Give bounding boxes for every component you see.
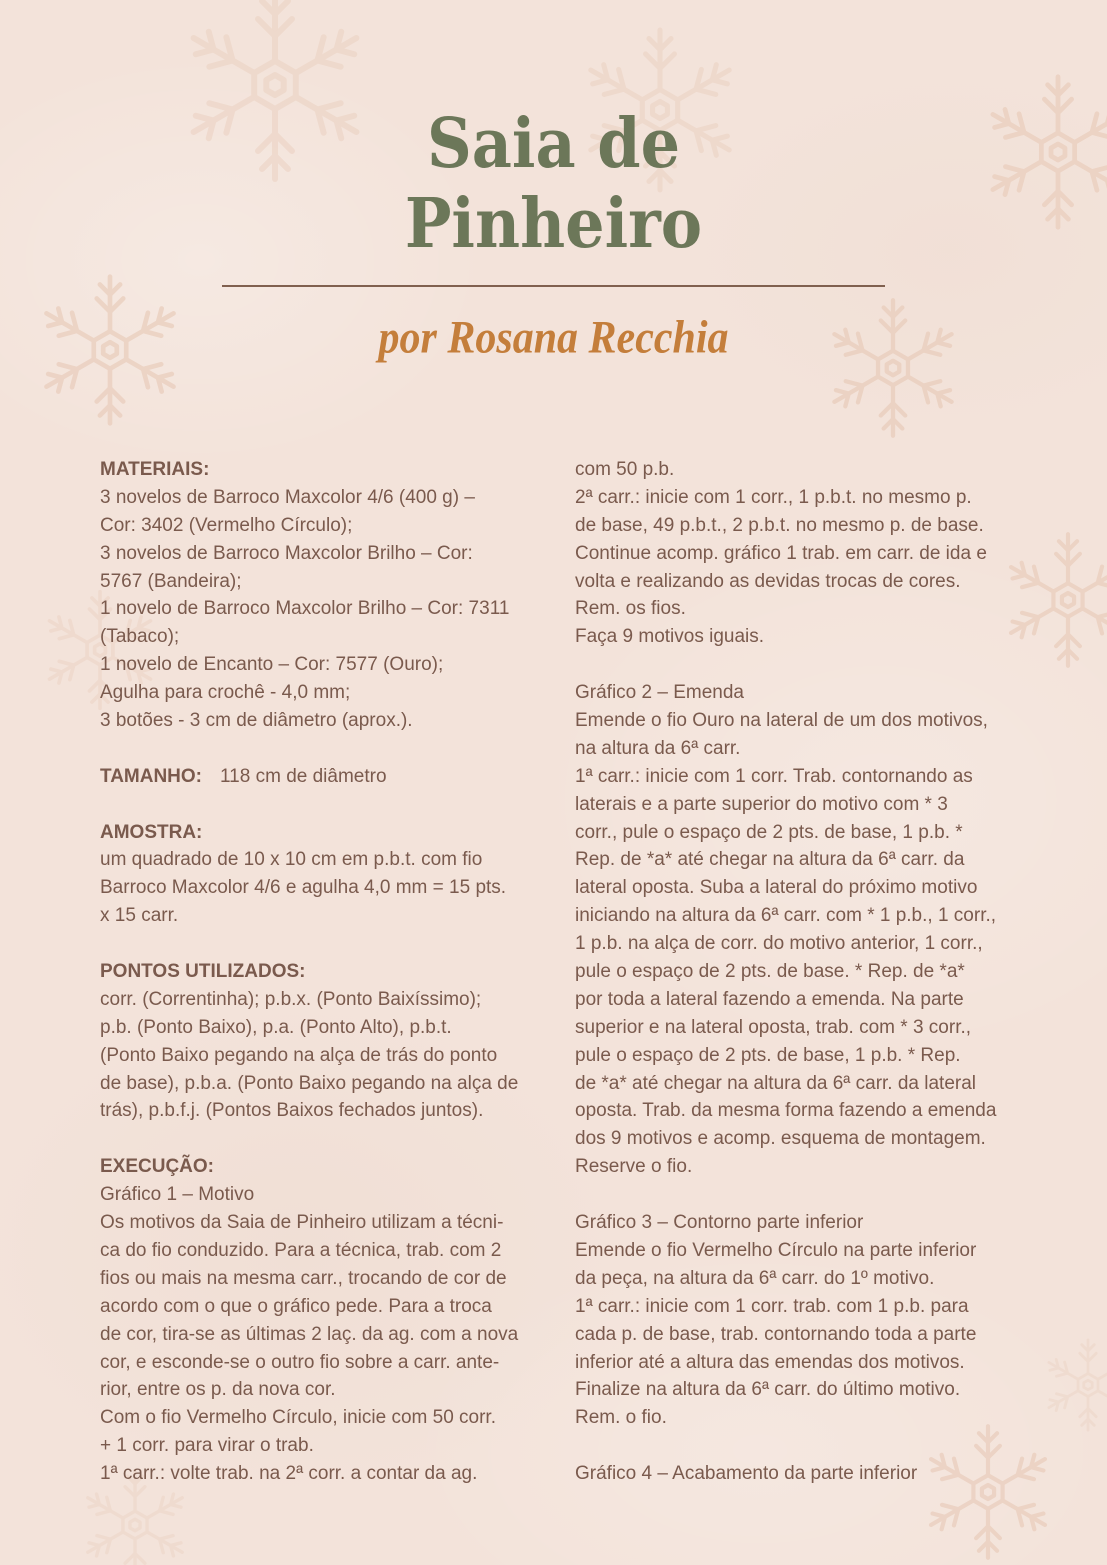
chart1-title: Gráfico 1 – Motivo xyxy=(100,1184,255,1206)
size-label: TAMANHO: xyxy=(100,765,203,787)
chart2-line: 1ª carr.: inicie com 1 corr. Trab. contornando as xyxy=(575,765,973,787)
chart1-line: rior, entre os p. da nova cor. xyxy=(100,1379,336,1401)
sample-line: Barroco Maxcolor 4/6 e agulha 4,0 mm = 15 pts. xyxy=(100,877,507,899)
materials-line: 3 novelos de Barroco Maxcolor Brilho – Cor: xyxy=(100,542,473,564)
chart3-line: Rem. o fio. xyxy=(575,1407,667,1429)
materials-line: (Tabaco); xyxy=(100,626,180,648)
materials-section xyxy=(100,456,550,735)
chart1-line: 1ª carr.: volte trab. na 2ª corr. a contar da ag. xyxy=(100,1463,478,1485)
materials-line: 5767 (Bandeira); xyxy=(100,570,242,592)
title-line-2: Pinheiro xyxy=(404,183,703,264)
chart3-line: Emende o fio Vermelho Círculo na parte inferior xyxy=(575,1239,977,1261)
chart2-line: Rep. de *a* até chegar na altura da 6ª carr. da xyxy=(575,849,965,871)
sample-section xyxy=(100,819,550,931)
stitches-line: corr. (Correntinha); p.b.x. (Ponto Baixíssimo); xyxy=(100,988,482,1010)
chart3-line: 1ª carr.: inicie com 1 corr. trab. com 1 p.b. para xyxy=(575,1295,969,1317)
chart3-line: inferior até a altura das emendas dos motivos. xyxy=(575,1351,965,1373)
sample-line: um quadrado de 10 x 10 cm em p.b.t. com fio xyxy=(100,849,483,871)
chart2-line: de *a* até chegar na altura da 6ª carr. da lateral xyxy=(575,1072,977,1094)
chart2-line: Emende o fio Ouro na lateral de um dos motivos, xyxy=(575,710,988,732)
chart2-line: laterais e a parte superior do motivo com * 3 xyxy=(575,793,948,815)
chart2-line: oposta. Trab. da mesma forma fazendo a emenda xyxy=(575,1100,997,1122)
size-value: 118 cm de diâmetro xyxy=(220,765,387,787)
chart1-line: Rem. os fios. xyxy=(575,598,686,620)
author-byline: por Rosana Recchia xyxy=(378,312,729,364)
chart2-line: iniciando na altura da 6ª carr. com * 1 p.b., 1 corr., xyxy=(575,905,997,927)
chart2-line: dos 9 motivos e acomp. esquema de montagem. xyxy=(575,1128,986,1150)
chart3-line: cada p. de base, trab. contornando toda a parte xyxy=(575,1323,977,1345)
size-section xyxy=(100,763,550,791)
chart3-section xyxy=(575,1209,1025,1432)
chart1-line: Continue acomp. gráfico 1 trab. em carr. de ida e xyxy=(575,542,987,564)
right-column xyxy=(575,456,1025,1488)
title-divider xyxy=(222,285,885,287)
materials-line: 1 novelo de Encanto – Cor: 7577 (Ouro); xyxy=(100,654,444,676)
chart1-line: de base, 49 p.b.t., 2 p.b.t. no mesmo p. de base. xyxy=(575,514,984,536)
execution-heading: EXECUÇÃO: xyxy=(100,1156,215,1178)
stitches-section xyxy=(100,958,550,1125)
title-line-1: Saia de xyxy=(426,103,681,184)
chart2-line: na altura da 6ª carr. xyxy=(575,737,741,759)
chart1-line: ca do fio conduzido. Para a técnica, trab. com 2 xyxy=(100,1239,502,1261)
sample-line: x 15 carr. xyxy=(100,905,179,927)
materials-line: 3 novelos de Barroco Maxcolor 4/6 (400 g) – xyxy=(100,486,475,508)
snowflake-icon xyxy=(1045,1340,1107,1430)
chart4-section xyxy=(575,1460,1025,1488)
execution-section xyxy=(100,1153,550,1488)
chart1-line: fios ou mais na mesma carr., trocando de cor de xyxy=(100,1267,507,1289)
materials-line: 3 botões - 3 cm de diâmetro (aprox.). xyxy=(100,710,413,732)
chart3-line: da peça, na altura da 6ª carr. do 1º motivo. xyxy=(575,1267,935,1289)
chart3-title: Gráfico 3 – Contorno parte inferior xyxy=(575,1212,864,1234)
sample-heading: AMOSTRA: xyxy=(100,821,203,843)
chart2-line: por toda a lateral fazendo a emenda. Na parte xyxy=(575,988,964,1010)
chart2-line: superior e na lateral oposta, trab. com * 3 corr., xyxy=(575,1016,972,1038)
chart1-line: 2ª carr.: inicie com 1 corr., 1 p.b.t. no mesmo p. xyxy=(575,486,972,508)
chart2-line: pule o espaço de 2 pts. de base. * Rep. de *a* xyxy=(575,961,965,983)
chart1-line: acordo com o que o gráfico pede. Para a troca xyxy=(100,1295,492,1317)
chart1-line: Com o fio Vermelho Círculo, inicie com 50 corr. xyxy=(100,1407,496,1429)
chart1-continuation xyxy=(575,456,1025,651)
chart1-line: com 50 p.b. xyxy=(575,459,675,480)
materials-heading: MATERIAIS: xyxy=(100,459,210,480)
chart1-line: de cor, tira-se as últimas 2 laç. da ag. com a nova xyxy=(100,1323,519,1345)
stitches-line: p.b. (Ponto Baixo), p.a. (Ponto Alto), p.b.t. xyxy=(100,1016,452,1038)
chart1-line: + 1 corr. para virar o trab. xyxy=(100,1435,314,1457)
chart3-line: Finalize na altura da 6ª carr. do último motivo. xyxy=(575,1379,961,1401)
chart2-line: 1 p.b. na alça de corr. do motivo anterior, 1 corr., xyxy=(575,933,983,955)
pattern-title xyxy=(0,104,1107,264)
left-column xyxy=(100,456,550,1488)
chart2-line: Reserve o fio. xyxy=(575,1156,693,1178)
materials-line: Agulha para crochê - 4,0 mm; xyxy=(100,682,351,704)
chart2-line: lateral oposta. Suba a lateral do próximo motivo xyxy=(575,877,978,899)
materials-line: 1 novelo de Barroco Maxcolor Brilho – Cor: 7311 xyxy=(100,598,510,620)
stitches-line: (Ponto Baixo pegando na alça de trás do ponto xyxy=(100,1044,498,1066)
chart1-line: volta e realizando as devidas trocas de cores. xyxy=(575,570,961,592)
chart1-line: Os motivos da Saia de Pinheiro utilizam a técni- xyxy=(100,1212,504,1234)
size-line xyxy=(100,763,550,791)
stitches-heading: PONTOS UTILIZADOS: xyxy=(100,961,306,983)
chart1-line: cor, e esconde-se o outro fio sobre a carr. ante- xyxy=(100,1351,500,1373)
stitches-line: trás), p.b.f.j. (Pontos Baixos fechados juntos). xyxy=(100,1100,484,1122)
chart2-line: corr., pule o espaço de 2 pts. de base, 1 p.b. * xyxy=(575,821,963,843)
chart2-title: Gráfico 2 – Emenda xyxy=(575,682,744,704)
chart2-section xyxy=(575,679,1025,1181)
materials-line: Cor: 3402 (Vermelho Círculo); xyxy=(100,514,353,536)
chart4-title: Gráfico 4 – Acabamento da parte inferior xyxy=(575,1463,918,1485)
stitches-line: de base), p.b.a. (Ponto Baixo pegando na alça de xyxy=(100,1072,519,1094)
chart1-line: Faça 9 motivos iguais. xyxy=(575,626,765,648)
chart2-line: pule o espaço de 2 pts. de base, 1 p.b. * Rep. xyxy=(575,1044,961,1066)
